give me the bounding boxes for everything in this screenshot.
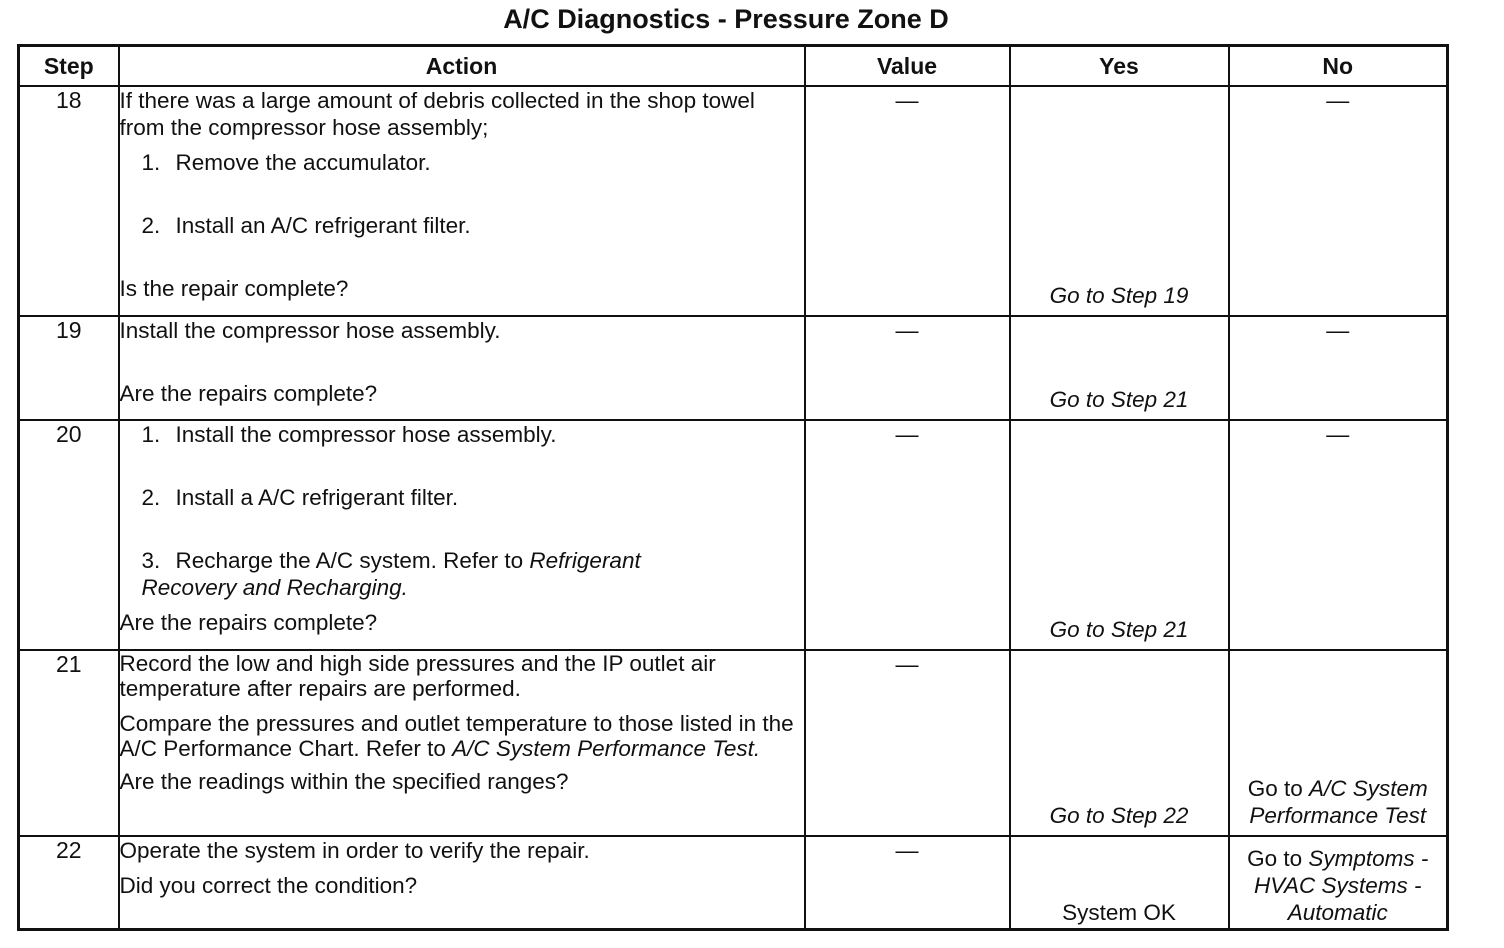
no-text-prefix: Go to [1247,845,1309,871]
header-value: Value [805,46,1010,87]
yes-cell [1010,650,1229,836]
table-row [19,836,1448,929]
action-substep [120,547,804,574]
diagnostics-table [17,44,1449,931]
yes-text: Go to Step 19 [1049,283,1189,308]
substep-number: 2. [141,485,161,510]
substep-text: Install the compressor hose assembly. [175,422,557,447]
header-no: No [1229,46,1448,87]
no-text [1230,845,1447,926]
table-row [19,316,1448,420]
action-cell [119,650,805,836]
yes-text: Go to Step 21 [1049,387,1189,412]
step-number: 18 [19,86,119,316]
action-substep [120,212,804,239]
yes-cell [1010,86,1229,316]
substep-number: 1. [141,422,161,447]
value-cell: — [805,86,1010,316]
action-question: Did you correct the condition? [119,873,418,898]
substep-text: Remove the accumulator. [175,150,431,175]
reference-link: A/C System Performance Test [1249,776,1428,828]
header-yes: Yes [1010,46,1229,87]
step-number: 19 [19,316,119,420]
action-text [120,711,804,761]
substep-number: 3. [141,548,161,573]
page-title: A/C Diagnostics - Pressure Zone D [503,4,949,34]
table-header-row [19,46,1448,87]
no-cell: — [1229,316,1448,420]
step-number: 21 [19,650,119,836]
substep-text: Install a A/C refrigerant filter. [175,485,459,510]
action-substep [120,484,804,511]
value-cell: — [805,420,1010,650]
value-cell: — [805,316,1010,420]
yes-text: Go to Step 21 [1049,617,1189,642]
reference-link: Recovery and Recharging. [141,575,408,600]
yes-text: Go to Step 22 [1049,803,1189,828]
action-cell [119,836,805,929]
no-cell: — [1229,420,1448,650]
yes-cell [1010,420,1229,650]
action-text-part: Compare the pressures and outlet temperature to those listed in the A/C Performance Chart. Refer to [119,711,794,761]
yes-cell [1010,836,1229,929]
action-question: Is the repair complete? [119,276,349,301]
substep-text: Install an A/C refrigerant filter. [175,213,471,238]
step-number: 20 [19,420,119,650]
action-text: Install the compressor hose assembly. [119,318,501,343]
value-cell: — [805,836,1010,929]
no-cell: — [1229,86,1448,316]
step-number: 22 [19,836,119,929]
table-row [19,420,1448,650]
substep-text: Recharge the A/C system. Refer to [175,548,530,573]
value-cell: — [805,650,1010,836]
substep-number: 1. [141,150,161,175]
substep-number: 2. [141,213,161,238]
no-cell [1229,836,1448,929]
action-question: Are the readings within the specified ranges? [119,769,569,794]
action-question: Are the repairs complete? [119,610,378,635]
reference-link: Refrigerant [529,548,641,573]
action-question: Are the repairs complete? [119,381,378,406]
header-step: Step [19,46,119,87]
action-cell [119,420,805,650]
no-text [1230,775,1447,829]
reference-link: A/C System Performance Test. [452,736,761,761]
action-text: Operate the system in order to verify the repair. [119,838,590,863]
table-row [19,650,1448,836]
action-substep [120,149,804,176]
action-text: Record the low and high side pressures and the IP outlet air temperature after repairs are performed. [119,651,716,701]
action-substep [120,421,804,448]
table-row [19,86,1448,316]
no-text-prefix: Go to [1247,776,1309,801]
action-cell [119,86,805,316]
reference-link: Symptoms - HVAC Systems - Automatic [1253,845,1429,925]
action-cell [119,316,805,420]
yes-text: System OK [1062,899,1176,925]
yes-cell [1010,316,1229,420]
no-cell [1229,650,1448,836]
header-action: Action [119,46,805,87]
action-text: If there was a large amount of debris collected in the shop towel from the compressor hose assembly; [119,88,755,140]
